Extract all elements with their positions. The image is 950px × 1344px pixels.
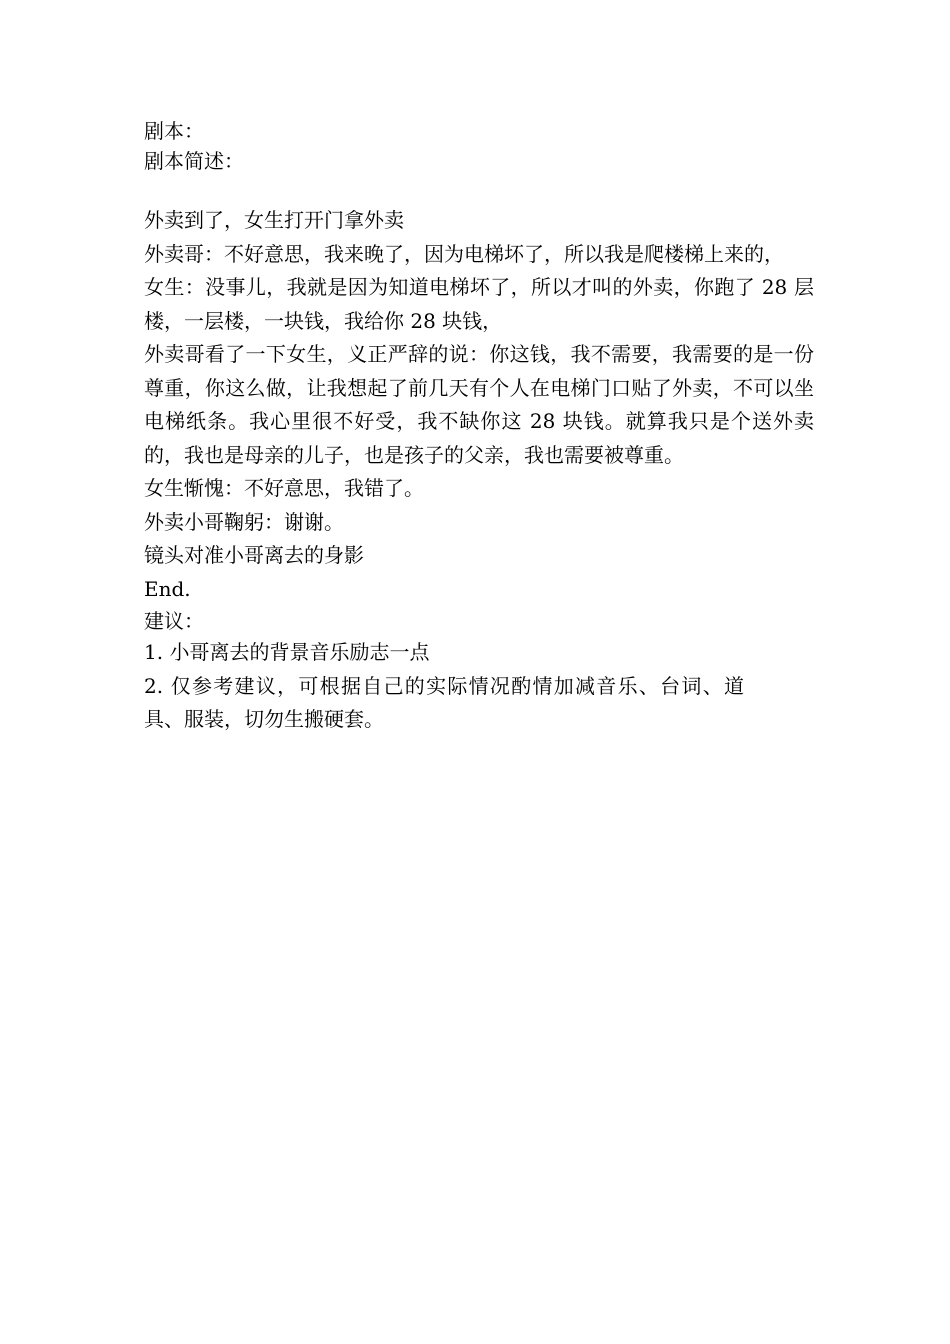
suggestion-item-2: 2. 仅参考建议，可根据自己的实际情况酌情加减音乐、台词、道具、服装，切勿生搬硬套。 [144, 673, 744, 731]
summary-label: 剧本简述： [144, 149, 244, 173]
scene-line-3: 女生：没事儿，我就是因为知道电梯坏了，所以才叫的外卖，你跑了 28 层楼，一层楼，一块钱，我给你 28 块钱， [144, 275, 814, 333]
scene-line-5: 女生惭愧：不好意思，我错了。 [144, 476, 424, 500]
script-heading: 剧本： [144, 119, 204, 143]
scene-line-6: 外卖小哥鞠躬：谢谢。 [144, 509, 344, 534]
document-body [144, 116, 814, 737]
scene-line-1: 外卖到了，女生打开门拿外卖 [144, 208, 404, 232]
scene-line-7: 镜头对准小哥离去的身影 [144, 543, 364, 567]
scene-line-end: End. [144, 576, 191, 601]
suggestion-item-1: 1. 小哥离去的背景音乐励志一点 [144, 640, 430, 664]
blank-line [144, 176, 814, 204]
scene-line-2: 外卖哥：不好意思，我来晚了，因为电梯坏了，所以我是爬楼梯上来的， [144, 241, 784, 266]
suggestion-label: 建议： [144, 609, 204, 633]
scene-line-4: 外卖哥看了一下女生，义正严辞的说：你这钱，我不需要，我需要的是一份尊重，你这么做，让我想起了前几天有个人在电梯门口贴了外卖，不可以坐电梯纸条。我心里很不好受，我不缺你这 28 块钱。就算我只是个送外卖的，我也是母亲的儿子，也是孩子的父亲，我也需要被尊重。 [144, 342, 814, 467]
